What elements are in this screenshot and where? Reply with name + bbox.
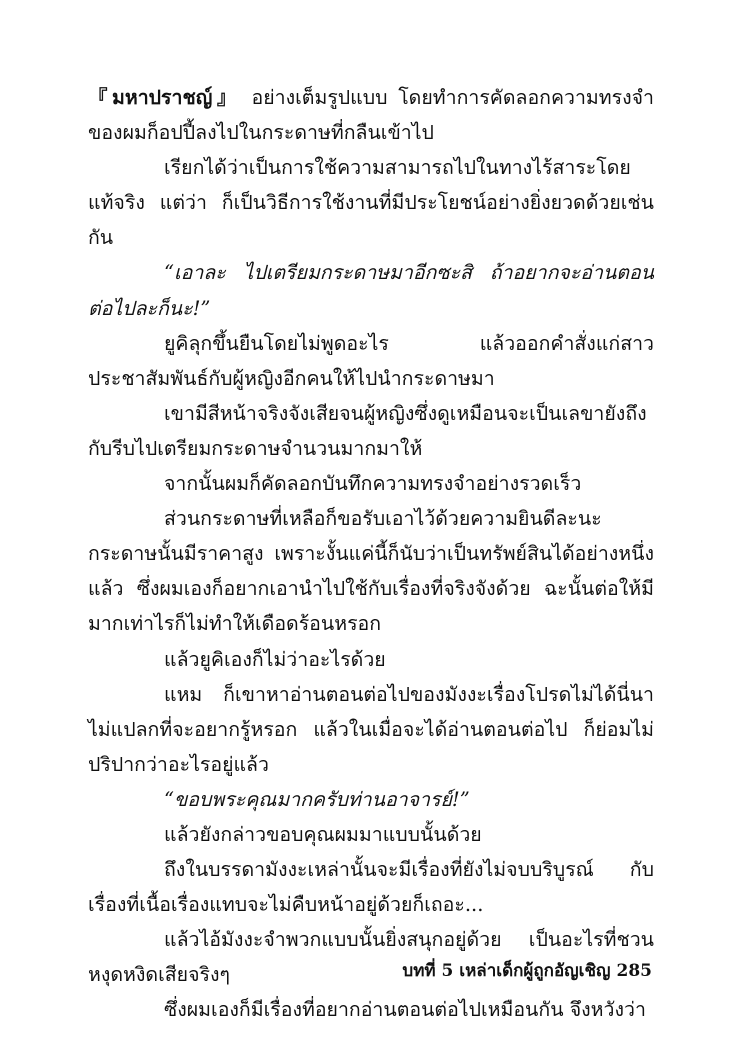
paragraph — [88, 80, 654, 150]
paragraph-text: อย่างเต็มรูปแบบ โดยทำการคัดลอกความทรงจำของผมก็อปปี้ลงไปในกระดาษที่กลืนเข้าไป — [88, 86, 654, 145]
page-footer — [402, 957, 652, 984]
paragraph: ซึ่งผมเองก็มีเรื่องที่อยากอ่านตอนต่อไปเหมือนกัน จึงหวังว่า — [164, 998, 646, 1022]
dialogue-quote: “ขอบพระคุณมากครับท่านอาจารย์!” — [164, 787, 470, 811]
paragraph: จากนั้นผมก็คัดลอกบันทึกความทรงจำอย่างรวดเร็ว — [164, 472, 582, 496]
paragraph: เขามีสีหน้าจริงจังเสียจนผู้หญิงซึ่งดูเหมือนจะเป็นเลขายังถึงกับรีบไปเตรียมกระดาษจำนวนมากมาให้ — [88, 401, 647, 460]
paragraph: แหม ก็เขาหาอ่านตอนต่อไปของมังงะเรื่องโปรดไม่ได้นี่นา ไม่แปลกที่จะอยากรู้หรอก แล้วในเมื่อจะได้อ่านตอนต่อไป ก็ย่อมไม่ปริปากว่าอะไรอยู่แล้ว — [88, 682, 654, 776]
paragraph: แล้วยังกล่าวขอบคุณผมมาแบบนั้นด้วย — [164, 822, 482, 846]
chapter-title: บทที่ 5 เหล่าเด็กผู้ถูกอัญเชิญ — [402, 961, 611, 981]
paragraph: ส่วนกระดาษที่เหลือก็ขอรับเอาไว้ด้วยความยินดีละนะ กระดาษนั้นมีราคาสูง เพราะงั้นแค่นี้ก็นับว่าเป็นทรัพย์สินได้อย่างหนึ่งแล้ว ซึ่งผมเองก็อยากเอานำไปใช้กับเรื่องที่จริงจังด้วย ฉะนั้นต่อให้มีมากเท่าไรก็ไม่ทำให้เดือดร้อนหรอก — [88, 507, 654, 636]
paragraph: แล้วไอ้มังงะจำพวกแบบนั้นยิ่งสนุกอยู่ด้วย เป็นอะไรที่ชวนหงุดหงิดเสียจริงๆ — [88, 928, 654, 987]
dialogue-quote: “เอาละ ไปเตรียมกระดาษมาอีกซะสิ ถ้าอยากจะอ่านตอนต่อไปละก็นะ!” — [88, 261, 654, 320]
page-number: 285 — [616, 961, 652, 981]
page-body — [88, 80, 654, 1028]
bold-term: 『มหาปราชญ์』 — [88, 86, 241, 109]
paragraph: ถึงในบรรดามังงะเหล่านั้นจะมีเรื่องที่ยังไม่จบบริบูรณ์ กับเรื่องที่เนื้อเรื่องแทบจะไม่คืบหน้าอยู่ด้วยก็เถอะ... — [88, 858, 654, 917]
paragraph: เรียกได้ว่าเป็นการใช้ความสามารถไปในทางไร้สาระโดยแท้จริง แต่ว่า ก็เป็นวิธีการใช้งานที่มีประโยชน์อย่างยิ่งยวดด้วยเช่นกัน — [88, 156, 654, 250]
paragraph: ยูคิลุกขึ้นยืนโดยไม่พูดอะไร แล้วออกคำสั่งแก่สาวประชาสัมพันธ์กับผู้หญิงอีกคนให้ไปนำกระดาษมา — [88, 331, 654, 390]
paragraph: แล้วยูคิเองก็ไม่ว่าอะไรด้วย — [164, 647, 386, 671]
